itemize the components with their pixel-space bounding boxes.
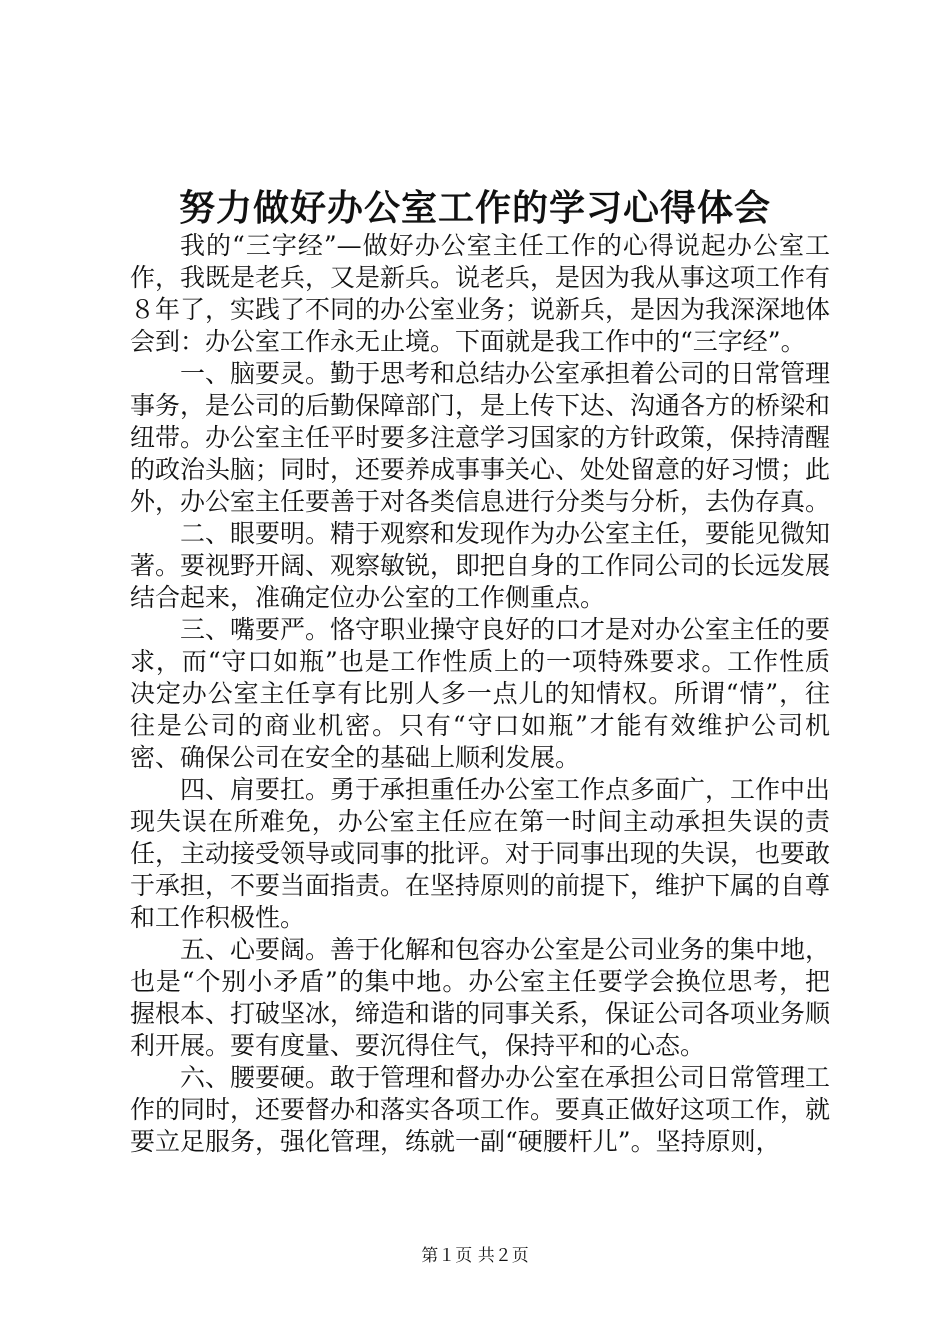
paragraph-mouth: 三、嘴要严。恪守职业操守良好的口才是对办公室主任的要求，而“守口如瓶”也是工作性质上的一项特殊要求。工作性质决定办公室主任享有比别人多一点儿的知情权。所谓“情”，往往是公司的商业机密。只有“守口如瓶”才能有效维护公司机密、确保公司在安全的基础上顺利发展。 [130, 615, 831, 772]
paragraph-heart: 五、心要阔。善于化解和包容办公室是公司业务的集中地，也是“个别小矛盾”的集中地。办公室主任要学会换位思考，把握根本、打破坚冰，缔造和谐的同事关系，保证公司各项业务顺利开展。要有度量、要沉得住气，保持平和的心态。 [130, 935, 831, 1060]
paragraph-brain: 一、脑要灵。勤于思考和总结办公室承担着公司的日常管理事务，是公司的后勤保障部门，是上传下达、沟通各方的桥梁和纽带。办公室主任平时要多注意学习国家的方针政策，保持清醒的政治头脑；同时，还要养成事事关心、处处留意的好习惯；此外，办公室主任要善于对各类信息进行分类与分析，去伪存真。 [130, 359, 831, 516]
paragraph-eyes: 二、眼要明。精于观察和发现作为办公室主任，要能见微知著。要视野开阔、观察敏锐，即把自身的工作同公司的长远发展结合起来，准确定位办公室的工作侧重点。 [130, 519, 831, 612]
paragraph-waist: 六、腰要硬。敢于管理和督办办公室在承担公司日常管理工作的同时，还要督办和落实各项工作。要真正做好这项工作，就要立足服务，强化管理，练就一副“硬腰杆儿”。坚持原则， [130, 1063, 831, 1156]
page-footer: 第１页 共２页 [421, 1246, 529, 1266]
document-title: 努力做好办公室工作的学习心得体会 [178, 187, 771, 229]
paragraph-intro: 我的“三字经”—做好办公室主任工作的心得说起办公室工作，我既是老兵，又是新兵。说老兵，是因为我从事这项工作有８年了，实践了不同的办公室业务；说新兵，是因为我深深地体会到：办公室工作永无止境。下面就是我工作中的“三字经”。 [130, 231, 831, 356]
document-body [130, 230, 830, 1158]
paragraph-shoulders: 四、肩要扛。勇于承担重任办公室工作点多面广，工作中出现失误在所难免，办公室主任应在第一时间主动承担失误的责任，主动接受领导或同事的批评。对于同事出现的失误，也要敢于承担，不要当面指责。在坚持原则的前提下，维护下属的自尊和工作积极性。 [130, 775, 831, 932]
